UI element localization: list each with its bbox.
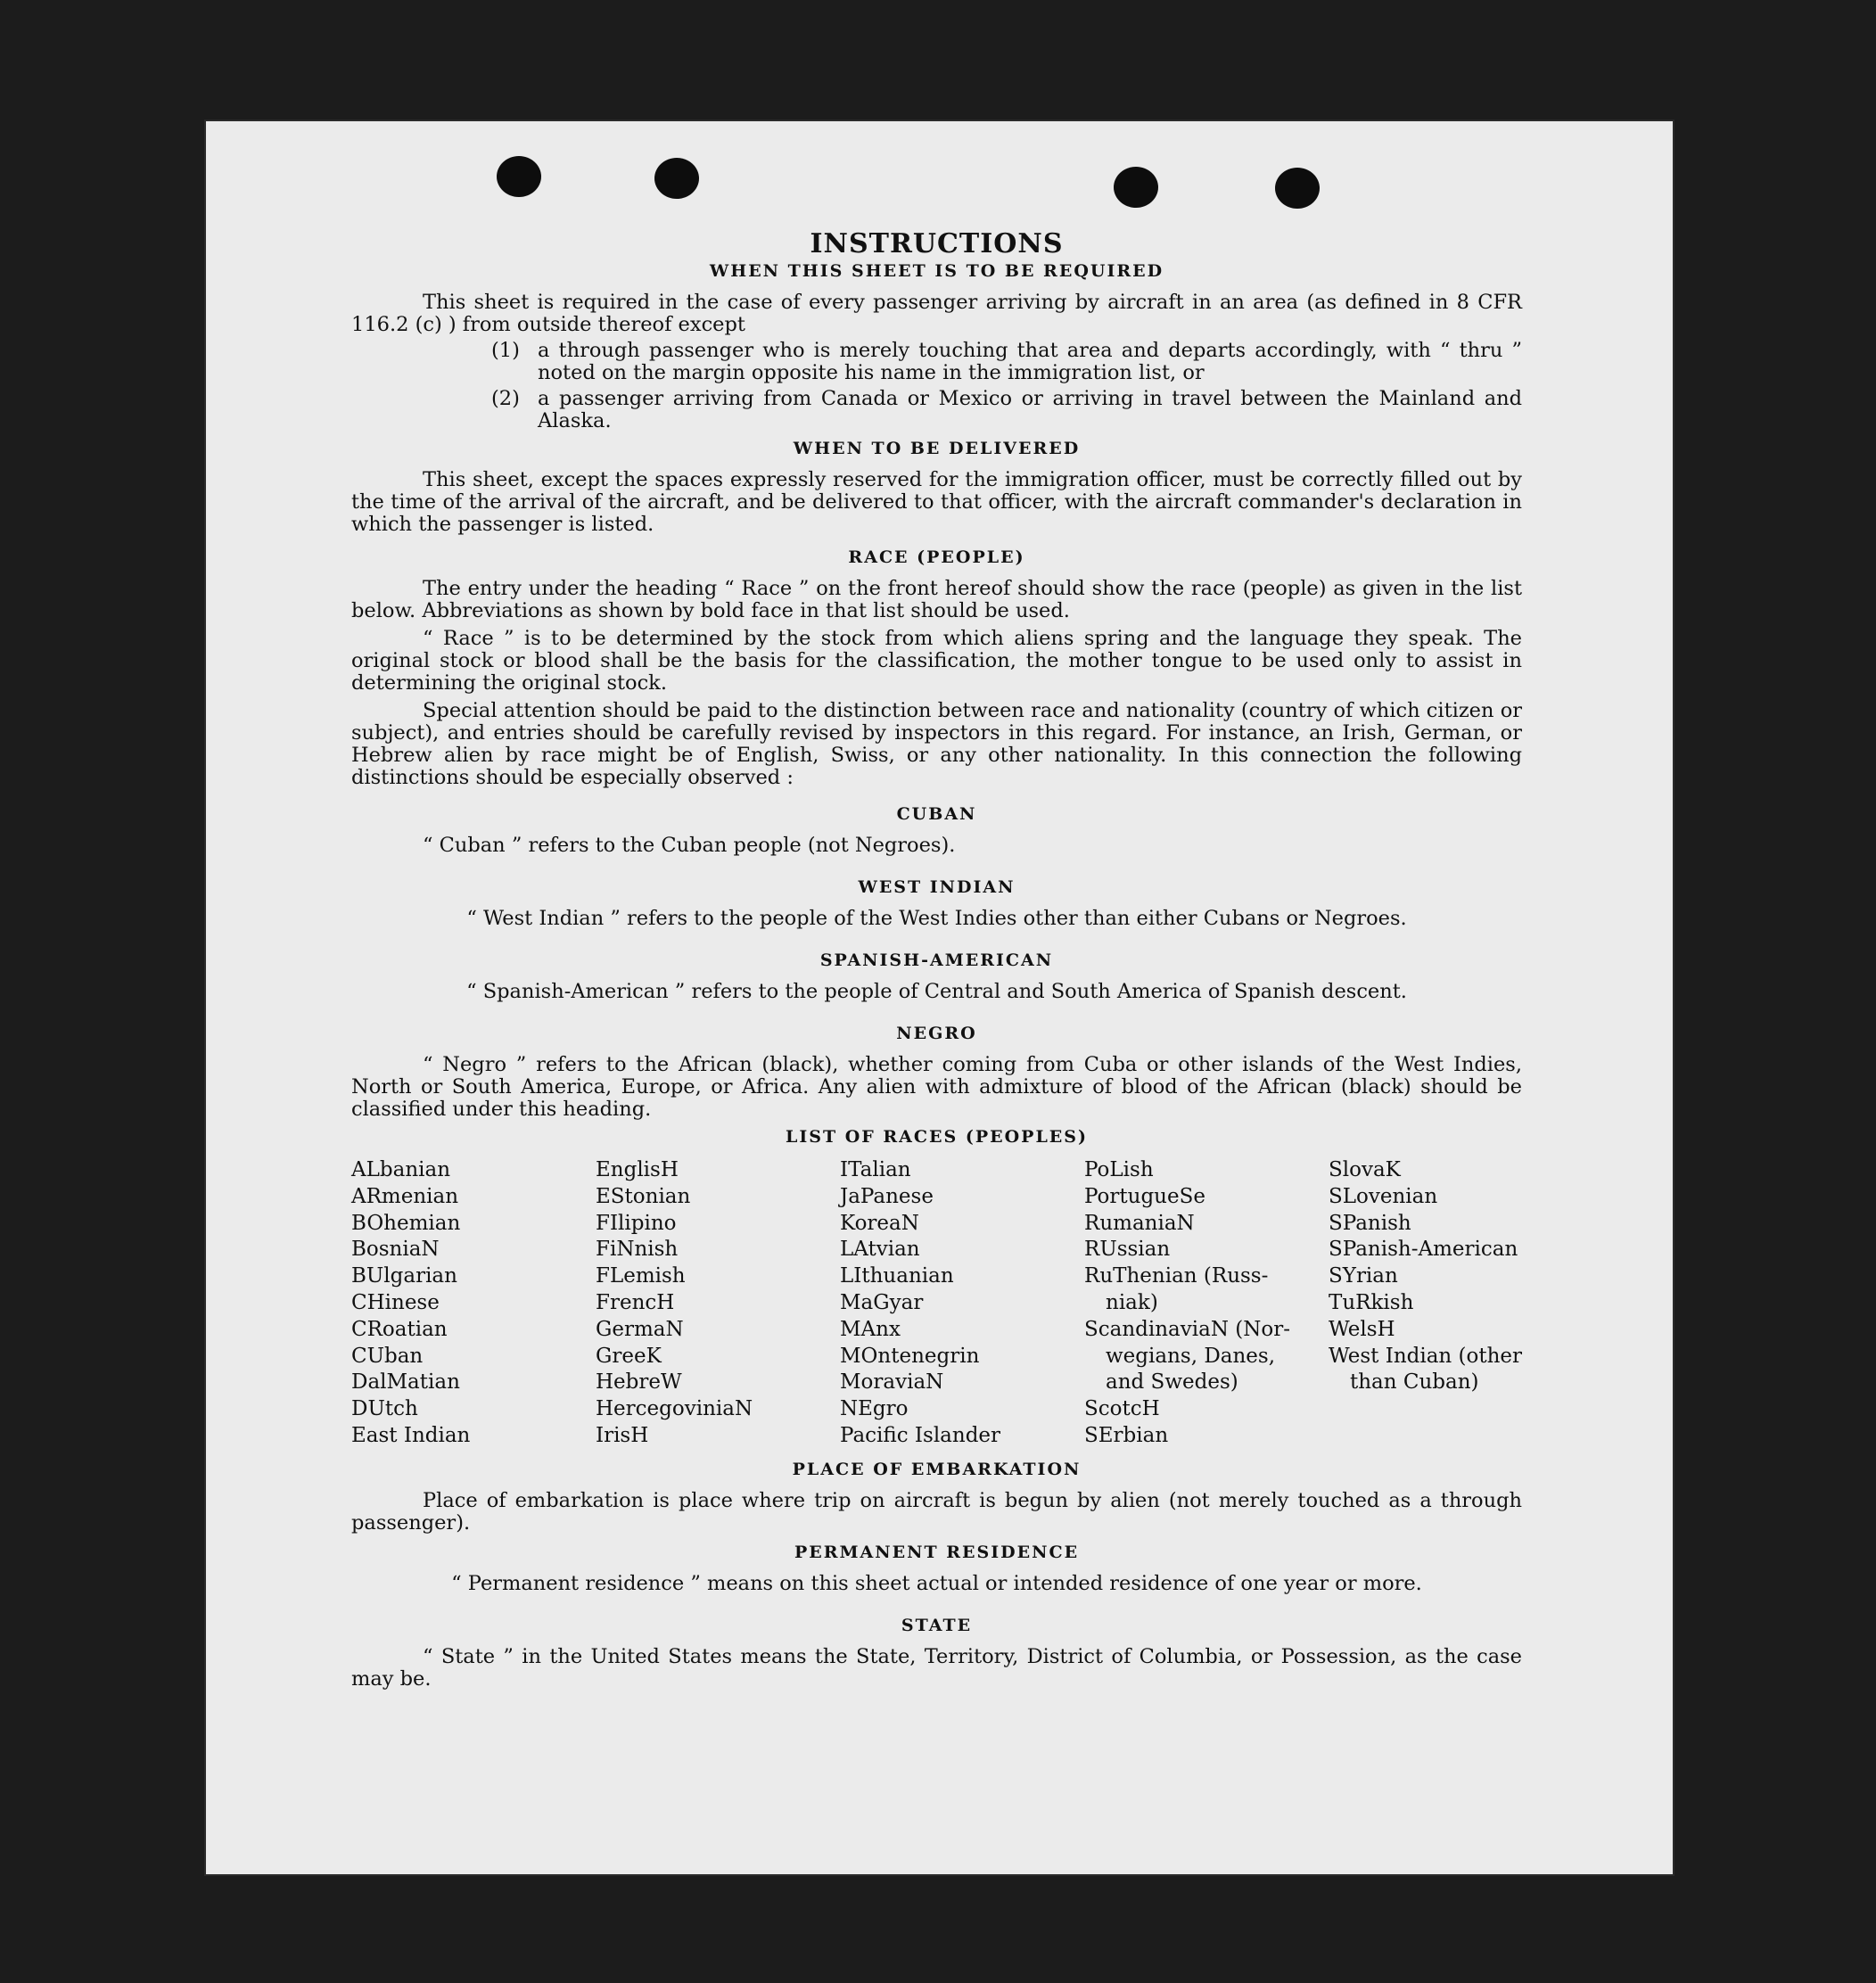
race-entry: EnglisH <box>596 1158 679 1181</box>
race-entry: SLovenian <box>1329 1184 1438 1208</box>
race-entry: SPanish-American <box>1329 1238 1518 1262</box>
race-entry: Pacific Islander <box>840 1423 1001 1447</box>
race-entry: FrencH <box>596 1290 675 1314</box>
race-entry: IrisH <box>596 1423 649 1447</box>
embarkation-definition: Place of embarkation is place where trip on aircraft is begun by alien (not merely touched as a through passenger). <box>351 1488 1522 1535</box>
race-entry: MoraviaN <box>840 1370 944 1395</box>
race-entry: EStonian <box>596 1184 691 1208</box>
race-entry: NEgro <box>840 1397 909 1421</box>
race-entry: FiNnish <box>596 1238 679 1262</box>
required-paragraph: This sheet is required in the case of every passenger arriving by aircraft in an area (as defined in 8 CFR 116.2 (c) ) from outside thereof except <box>351 291 1522 336</box>
race-entry: SPanish <box>1329 1211 1411 1235</box>
section-heading-when-required: WHEN THIS SHEET IS TO BE REQUIRED <box>709 261 1164 281</box>
race-paragraph-1: The entry under the heading “ Race ” on the front hereof should show the race (people) as given in the list below. Abbreviations as shown by bold face in that list should be used. <box>351 577 1522 622</box>
race-entry: RUssian <box>1084 1238 1171 1262</box>
section-heading-permanent-residence: PERMANENT RESIDENCE <box>794 1542 1080 1562</box>
race-entry: BUlgarian <box>351 1264 457 1288</box>
west-indian-definition: “ West Indian ” refers to the people of the West Indies other than either Cubans or Negroes. <box>466 907 1407 930</box>
race-entry: RumaniaN <box>1084 1211 1195 1235</box>
race-entry: ITalian <box>840 1158 911 1181</box>
race-entry: East Indian <box>351 1423 471 1447</box>
race-entry: wegians, Danes, <box>1106 1344 1276 1368</box>
cuban-definition: “ Cuban ” refers to the Cuban people (not Negroes). <box>423 834 956 857</box>
race-entry: HercegoviniaN <box>596 1397 753 1421</box>
race-entry: niak) <box>1106 1290 1158 1314</box>
exception-text: a passenger arriving from Canada or Mexico or arriving in travel between the Mainland and Alaska. <box>538 387 1522 432</box>
race-entry: MAnx <box>840 1317 901 1341</box>
race-entry: LIthuanian <box>840 1264 954 1288</box>
section-heading-cuban: CUBAN <box>896 804 977 824</box>
race-list <box>351 1157 1522 1450</box>
race-entry: GreeK <box>596 1344 662 1368</box>
race-entry: CHinese <box>351 1290 440 1314</box>
race-column <box>596 1157 840 1450</box>
race-entry: DUtch <box>351 1397 418 1421</box>
exception-number: (1) <box>491 339 520 362</box>
race-entry: PoLish <box>1084 1158 1154 1181</box>
page-title: INSTRUCTIONS <box>810 228 1064 259</box>
race-entry: DalMatian <box>351 1370 460 1395</box>
race-entry: SErbian <box>1084 1423 1169 1447</box>
spanish-american-definition: “ Spanish-American ” refers to the people of Central and South America of Spanish descent. <box>466 980 1407 1003</box>
exception-item <box>351 340 1522 384</box>
residence-definition: “ Permanent residence ” means on this sheet actual or intended residence of one year or more. <box>451 1571 1422 1595</box>
section-heading-embarkation: PLACE OF EMBARKATION <box>792 1459 1082 1479</box>
race-entry: West Indian (other <box>1329 1344 1523 1368</box>
race-paragraph-2: “ Race ” is to be determined by the stock from which aliens spring and the language they speak. The original stock or blood shall be the basis for the classification, the mother tongue to be used only to assist in determining the original stock. <box>351 627 1522 695</box>
race-entry: GermaN <box>596 1317 684 1341</box>
race-entry: JaPanese <box>840 1184 934 1208</box>
section-heading-spanish-american: SPANISH-AMERICAN <box>819 950 1054 970</box>
race-entry: than Cuban) <box>1350 1370 1479 1395</box>
punch-hole <box>654 158 699 199</box>
race-entry: BosniaN <box>351 1238 440 1262</box>
race-entry: ScotcH <box>1084 1397 1160 1421</box>
section-heading-when-delivered: WHEN TO BE DELIVERED <box>793 439 1081 458</box>
race-entry: FIlipino <box>596 1211 677 1235</box>
race-entry: HebreW <box>596 1370 682 1395</box>
race-entry: ALbanian <box>351 1158 451 1181</box>
race-entry: CUban <box>351 1344 424 1368</box>
punch-hole <box>497 156 541 197</box>
section-heading-negro: NEGRO <box>896 1024 977 1043</box>
section-heading-west-indian: WEST INDIAN <box>858 877 1016 897</box>
race-entry: CRoatian <box>351 1317 448 1341</box>
exception-item <box>351 388 1522 432</box>
race-entry: SYrian <box>1329 1264 1398 1288</box>
race-entry: ScandinaviaN (Nor- <box>1084 1317 1290 1341</box>
race-column <box>1084 1157 1329 1450</box>
race-column <box>1329 1157 1522 1450</box>
exception-list <box>351 340 1522 432</box>
race-column <box>840 1157 1084 1450</box>
race-entry: BOhemian <box>351 1211 461 1235</box>
section-heading-list-of-races: LIST OF RACES (PEOPLES) <box>786 1127 1088 1147</box>
instruction-sheet <box>206 121 1673 1874</box>
race-entry: KoreaN <box>840 1211 919 1235</box>
exception-text: a through passenger who is merely touching that area and departs accordingly, with “ thru ” noted on the margin opposite his name in the immigration list, or <box>538 339 1522 384</box>
race-paragraph-3: Special attention should be paid to the distinction between race and nationality (country of which citizen or subject), and entries should be carefully revised by inspectors in this regard. For instance, an Irish, German, or Hebrew alien by race might be of English, Swiss, or any other nationality. In this connection the following distinctions should be especially observed : <box>351 699 1522 789</box>
instructions-body <box>351 228 1523 1691</box>
race-entry: WelsH <box>1329 1317 1395 1341</box>
race-entry: LAtvian <box>840 1238 920 1262</box>
section-heading-race: RACE (PEOPLE) <box>848 547 1025 567</box>
race-entry: ARmenian <box>351 1184 459 1208</box>
punch-hole <box>1275 168 1320 209</box>
negro-definition: “ Negro ” refers to the African (black), whether coming from Cuba or other islands of the West Indies, North or South America, Europe, or Africa. Any alien with admixture of blood of the African (black) should be classified under this heading. <box>351 1053 1522 1121</box>
race-entry: MOntenegrin <box>840 1344 980 1368</box>
state-definition: “ State ” in the United States means the State, Territory, District of Columbia, or Possession, as the case may be. <box>351 1644 1522 1691</box>
race-entry: RuThenian (Russ- <box>1084 1264 1269 1288</box>
delivered-paragraph: This sheet, except the spaces expressly reserved for the immigration officer, must be correctly filled out by the time of the arrival of the aircraft, and be delivered to that officer, with the aircraft commander's declaration in which the passenger is listed. <box>351 468 1522 536</box>
punch-hole <box>1114 167 1158 208</box>
race-entry: MaGyar <box>840 1290 924 1314</box>
race-entry: SlovaK <box>1329 1158 1401 1181</box>
race-entry: TuRkish <box>1329 1290 1414 1314</box>
exception-number: (2) <box>491 387 520 410</box>
race-entry: FLemish <box>596 1264 686 1288</box>
race-column <box>351 1157 596 1450</box>
race-entry: PortugueSe <box>1084 1184 1205 1208</box>
race-entry: and Swedes) <box>1106 1370 1238 1395</box>
section-heading-state: STATE <box>901 1615 973 1635</box>
